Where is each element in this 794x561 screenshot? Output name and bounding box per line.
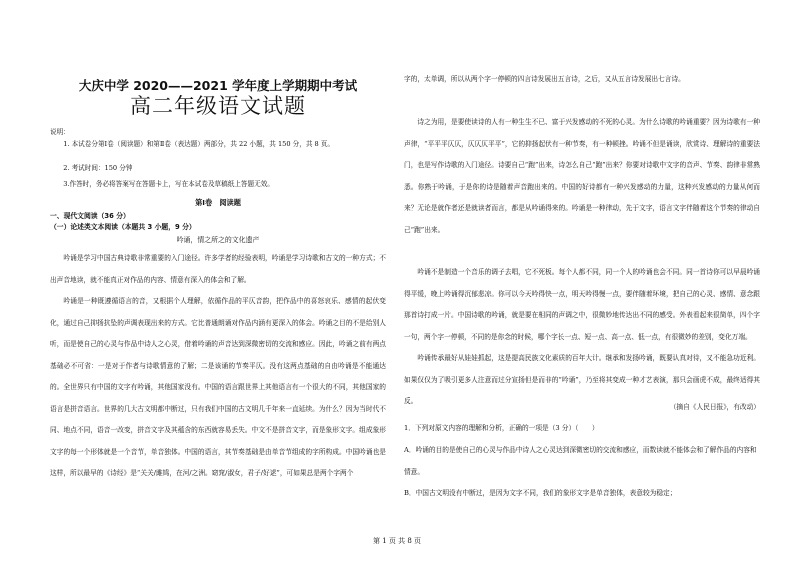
article-paragraph: 吟诵是一种既遵循语言的音，又根据个人理解，依循作品的平仄音韵，把作品中的喜怒哀乐、感情的起伏变化，通过自己抑扬抗坠的声调表现出来的方式。它比普通朗诵对作品内涵有更深入的体会。吟诵之目的不是给别人听，而是使自己的心灵与作品中诗人之心灵，借着吟诵的声音达到深微密切的交流和感应。因此，吟诵之前有两点基础必不可省：一是对于作者与诗歌情意的了解；二是该诵的节奏平仄。没有这两点基础的自由吟诵是不能通达的。 xyxy=(50,297,386,392)
article-paragraph: 诗之为用，是要使读诗的人有一种生生不已、富于兴发感动的不死的心灵。为什么诗歌的吟诵重要？因为诗歌有一种声律，“平平平仄仄，仄仄仄平平”，它的抑扬起伏有一种节奏，有一种顿挫。吟诵不但是诵读，欣赏诗、理解诗的重要法门，也是写作诗歌的入门途径。诗要自己“跑”出来，诗怎么自己“跑”出来？你要对诗歌中文字的音声、节奏、韵律非常熟悉。你熟于吟诵，于是你的诗是随着声音跑出来的。中国的好诗都有一种兴发感动的力量，这种兴发感动的力量从何而来？无论是就作者还是就读者而言，都是从吟诵得来的。吟诵是一种律动，先于文字，语言文字伴随着这个节奏的律动自己“跑”出来。 xyxy=(404,118,760,234)
notes-label: 说明： xyxy=(50,128,70,136)
article-paragraph: 吟诵不是制造一个音乐的调子去唱，它不死板。每个人都不同，同一个人的吟诵也会不同。同一首诗你可以早晨吟诵得平缓，晚上吟诵得沉郁悲凉。你可以今天吟得快一点，明天吟得慢一点，要伴随着环境，把自己的心灵、感情、意念跟那首诗打成一片。中国诗歌的吟诵，就是要在相同的声调之中，很微妙地传达出不同的感受。外表看起来很简单，四个字一句，两个字一停顿，不同的是你念的时候，哪个字长一点、短一点、高一点、低一点，有很微妙的差别，变化万端。 xyxy=(404,268,760,341)
subpart-heading: （一）论述类文本阅读（本题共 3 小题，9 分） xyxy=(50,223,196,231)
article-paragraph: 字的，太单调，所以从两个字一停顿的四言诗发展出五言诗，之后，又从五言诗发展出七言诗。 xyxy=(404,75,685,83)
notes-item-3: 3.作答时，务必将答案写在答题卡上，写在本试卷及草稿纸上答题无效。 xyxy=(63,180,274,188)
question-1-option-a: A．吟诵的目的是使自己的心灵与作品中诗人之心灵达到深微密切的交流和感应，而数读就不能体会和了解作品的内容和情意。 xyxy=(404,446,757,476)
part-heading: 一、现代文阅读（36 分） xyxy=(50,212,130,220)
notes-item-1: 1. 本试卷分第Ⅰ卷（阅读题）和第Ⅱ卷（表达题）两部分，共 22 小题，共 150 分，共 8 页。 xyxy=(63,140,334,148)
source-note: （摘自《人民日报》，有改动） xyxy=(669,403,760,411)
article-paragraph: 全世界只有中国的文字有吟诵，其他国家没有。中国的语言跟世界上其他语言有一个很大的不同，其他国家的语言是拼音语言。世界的几大古文明都中断过，只有我们中国的古文明几千年来一直延续。为什么？因为当时代不同、地点不同，语音一改变，拼音文字及其蕴含的东西就容易丢失。中文不是拼音文字，而是象形文字。组成象形文字的每一个形体就是一个音节，单音独体。中国的语言，其节奏基础是由单音节组成的字所构成。中国吟诵也是这样，所以最早的《诗经》是“关关/雎鸠，在河/之洲。窈窕/淑女，君子/好逑”，可如果总是两个字两个 xyxy=(50,383,386,478)
notes-item-2: 2. 考试时间：150 分钟 xyxy=(63,164,133,172)
article-paragraph: 吟诵是学习中国古典诗歌非常重要的入门途径。许多学者的经验表明，吟诵是学习诗歌和古文的一种方式；不出声音地读，就不能真正对作品的内容、情意有深入的体会和了解。 xyxy=(50,254,386,284)
question-1-stem: 1．下列对原文内容的理解和分析，正确的一项是（3 分）（ ） xyxy=(404,424,599,432)
section-volume-heading: 第Ⅰ卷 阅读题 xyxy=(195,198,241,207)
article-title: 吟诵，情之所之的文化遗产 xyxy=(176,236,260,244)
school-exam-title: 大庆中学 2020——2021 学年度上学期期中考试 xyxy=(78,78,358,93)
page-footer: 第 1 页 共 8 页 xyxy=(372,537,422,545)
article-paragraph: 吟诵传承最好从娃娃抓起，这是提高民族文化素质的百年大计。继承和发扬吟诵，既要认真对待，又不能急功近利。如果仅仅为了吸引更多人注意而过分宣扬但是而非的“吟诵”，乃至将其变成一种才艺表演，那只会画虎不成，最终适得其反。 xyxy=(404,354,760,406)
exam-paper-title: 高二年级语文试题 xyxy=(130,94,306,118)
question-1-option-b: B．中国古文明没有中断过，是因为文字不同，我们的象形文字是单音独体，表意较为稳定； xyxy=(404,489,677,497)
